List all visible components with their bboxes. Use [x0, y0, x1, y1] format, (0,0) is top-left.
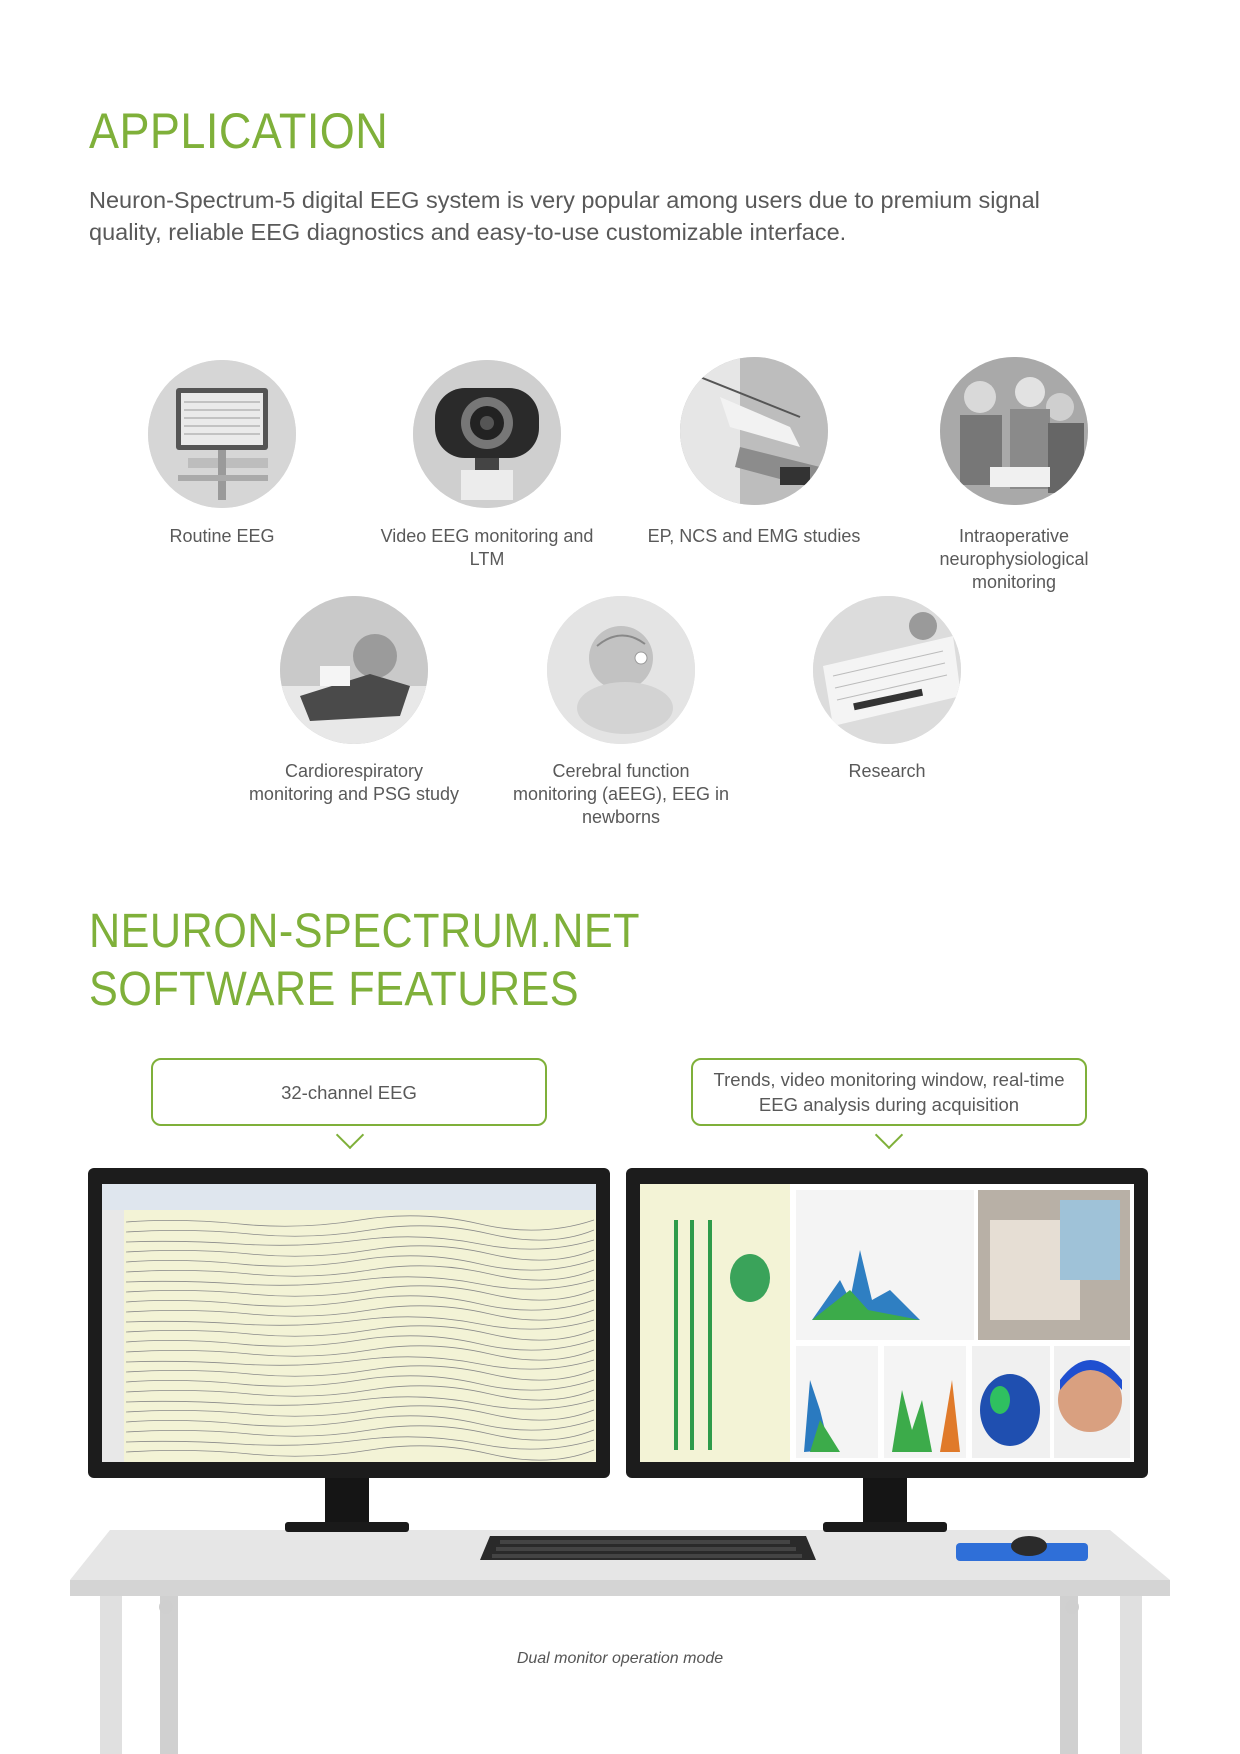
app-label-intraoperative: Intraoperative neurophysiological monitoring	[939, 526, 1089, 592]
app-label-research: Research	[848, 761, 926, 781]
software-features-heading	[89, 903, 640, 1019]
app-label-cerebral-function: Cerebral function monitoring (aEEG), EEG in newborns	[512, 761, 730, 827]
app-label-video-eeg: Video EEG monitoring and LTM	[380, 526, 594, 569]
app-label-cardiorespiratory: Cardiorespiratory monitoring and PSG study	[248, 761, 460, 804]
callout-trends: Trends, video monitoring window, real-time EEG analysis during acquisition	[691, 1058, 1087, 1126]
app-label-ep-ncs-emg: EP, NCS and EMG studies	[647, 526, 861, 546]
routine-eeg-photo	[148, 360, 296, 508]
research-photo	[813, 596, 961, 744]
dual-monitor-caption: Dual monitor operation mode	[516, 1650, 724, 1667]
webcam-photo	[413, 360, 561, 508]
ep-ncs-emg-photo	[680, 357, 828, 505]
application-heading: APPLICATION	[89, 103, 389, 159]
intraoperative-photo	[940, 357, 1088, 505]
callout-32-channel: 32-channel EEG	[151, 1058, 547, 1126]
application-intro: Neuron-Spectrum-5 digital EEG system is very popular among users due to premium signal quality, reliable EEG diagnostics and easy-to-use customizable interface.	[89, 187, 1040, 245]
newborn-photo	[547, 596, 695, 744]
software-heading-line2: SOFTWARE FEATURES	[89, 963, 580, 1016]
software-heading-line1: NEURON-SPECTRUM.NET	[89, 905, 640, 958]
app-label-routine-eeg: Routine EEG	[169, 526, 275, 546]
cardiorespiratory-photo	[280, 596, 428, 744]
